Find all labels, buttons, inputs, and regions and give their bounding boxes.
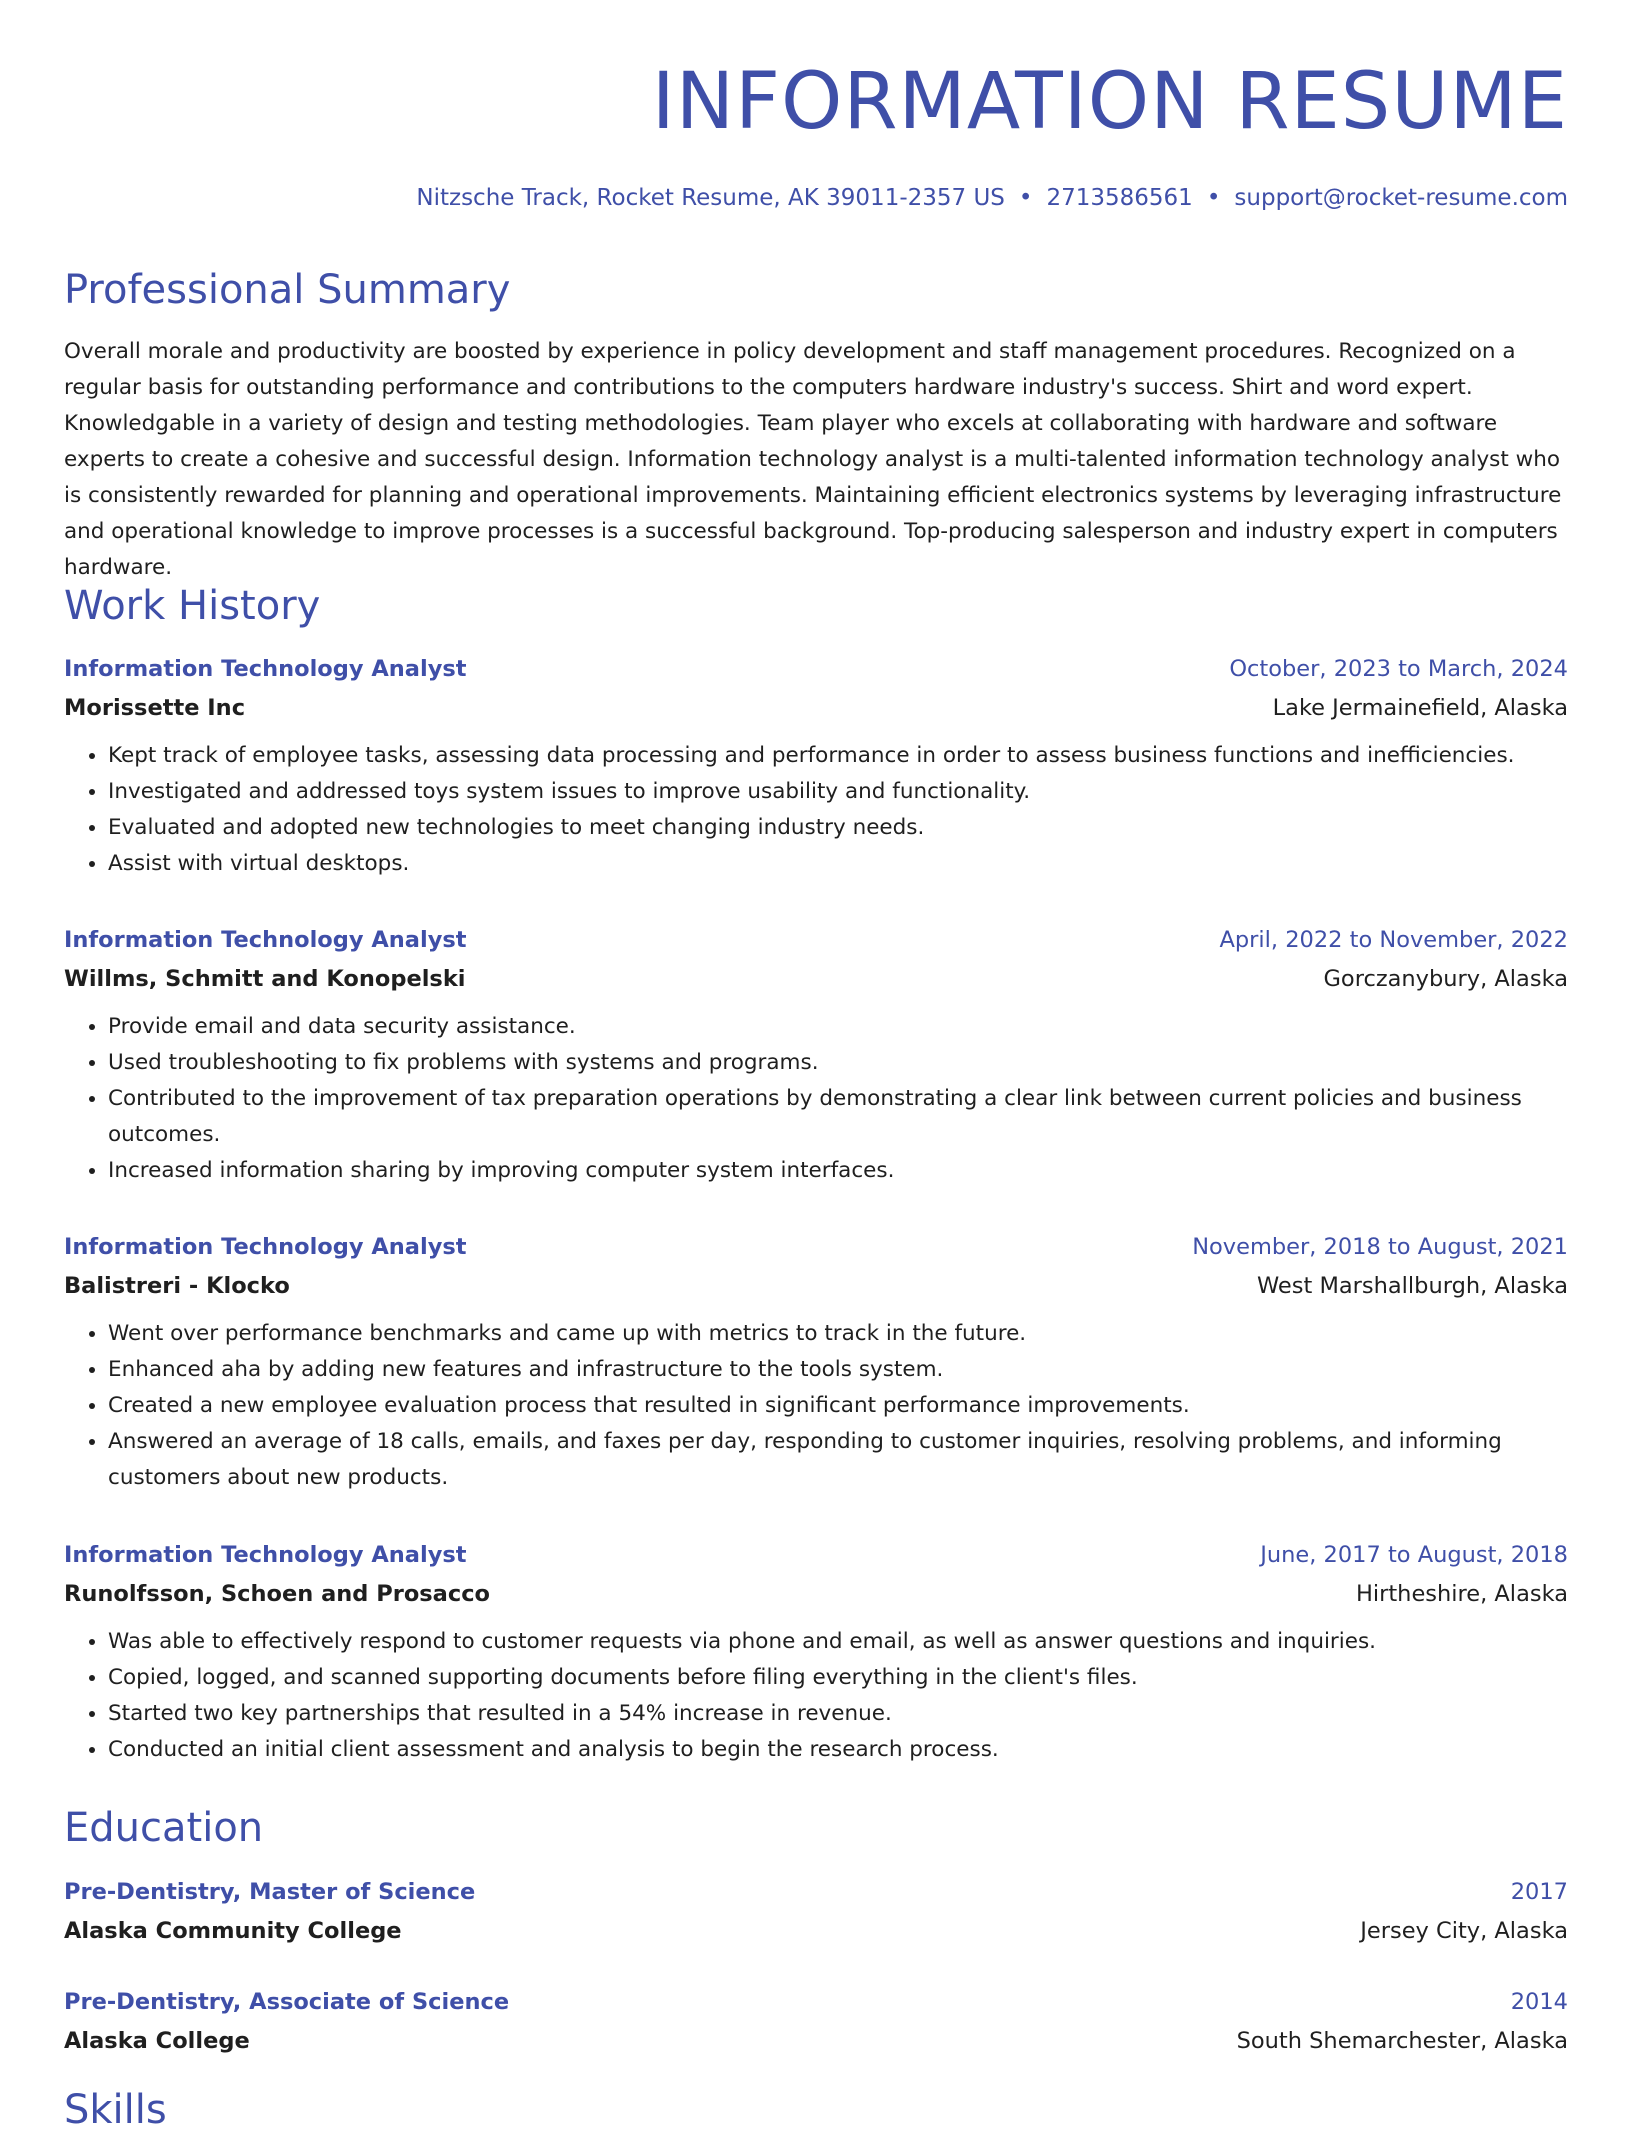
job-title: Information Technology Analyst	[64, 927, 467, 953]
job-entry	[64, 1536, 1568, 1768]
contact-email: support@rocket-resume.com	[1234, 185, 1568, 211]
job-bullets	[64, 738, 1568, 882]
education-location: Jersey City, Alaska	[1360, 1918, 1568, 1944]
job-bullet: • Went over performance benchmarks and came up with metrics to track in the future.	[108, 1316, 1568, 1352]
job-bullet: • Investigated and addressed toys system issues to improve usability and functionality.	[108, 774, 1568, 810]
education-year: 2017	[1510, 1879, 1568, 1905]
job-dates: April, 2022 to November, 2022	[1219, 927, 1568, 953]
job-bullet: • Answered an average of 18 calls, emails, and faxes per day, responding to customer inquiries, resolving problems, and informing customers about new products.	[108, 1424, 1568, 1496]
job-bullet: • Enhanced aha by adding new features and infrastructure to the tools system.	[108, 1352, 1568, 1388]
contact-line	[416, 182, 1568, 214]
job-location: Hirtheshire, Alaska	[1355, 1581, 1568, 1607]
summary-text: Overall morale and productivity are boosted by experience in policy development and staff management procedures. Recognized on a regular basis for outstanding performance and contributions to the computers hardware industry's success. Shirt and word expert. Knowledgable in a variety of design and testing methodologies. Team player who excels at collaborating with hardware and software experts to create a cohesive and successful design. Information technology analyst is a multi-talented information technology analyst who is consistently rewarded for planning and operational improvements. Maintaining efficient electronics systems by leveraging infrastructure and operational knowledge to improve processes is a successful background. Top-producing salesperson and industry expert in computers hardware.	[64, 339, 1562, 580]
job-company: Morissette Inc	[64, 695, 246, 721]
resume-name: INFORMATION RESUME	[651, 57, 1568, 147]
job-location: Gorczanybury, Alaska	[1323, 966, 1568, 992]
education-school: Alaska Community College	[64, 1918, 402, 1944]
job-company: Balistreri - Klocko	[64, 1273, 290, 1299]
education-entry	[64, 1873, 1568, 1951]
education-degree: Pre-Dentistry, Master of Science	[64, 1879, 476, 1905]
job-title: Information Technology Analyst	[64, 1234, 467, 1260]
section-title-work: Work History	[64, 583, 321, 629]
job-entry	[64, 921, 1568, 1189]
contact-separator: •	[1206, 185, 1221, 211]
education-school: Alaska College	[64, 2028, 250, 2054]
job-bullet: • Increased information sharing by improving computer system interfaces.	[108, 1153, 1568, 1189]
section-title-skills: Skills	[64, 2087, 167, 2133]
job-bullet: • Created a new employee evaluation process that resulted in significant performance improvements.	[108, 1388, 1568, 1424]
job-title: Information Technology Analyst	[64, 1542, 467, 1568]
section-title-education: Education	[64, 1805, 264, 1851]
education-degree: Pre-Dentistry, Associate of Science	[64, 1989, 510, 2015]
job-bullet: • Provide email and data security assistance.	[108, 1009, 1568, 1045]
job-bullet: • Started two key partnerships that resulted in a 54% increase in revenue.	[108, 1696, 1568, 1732]
job-entry	[64, 650, 1568, 882]
job-bullet: • Evaluated and adopted new technologies to meet changing industry needs.	[108, 810, 1568, 846]
job-dates: November, 2018 to August, 2021	[1192, 1234, 1568, 1260]
job-bullet: • Was able to effectively respond to customer requests via phone and email, as well as answer questions and inquiries.	[108, 1624, 1568, 1660]
section-title-summary: Professional Summary	[64, 267, 511, 313]
job-bullets	[64, 1009, 1568, 1189]
job-bullet: • Used troubleshooting to fix problems with systems and programs.	[108, 1045, 1568, 1081]
job-company: Willms, Schmitt and Konopelski	[64, 966, 466, 992]
job-dates: June, 2017 to August, 2018	[1260, 1542, 1568, 1568]
job-bullets	[64, 1316, 1568, 1496]
job-company: Runolfsson, Schoen and Prosacco	[64, 1581, 490, 1607]
job-location: Lake Jermainefield, Alaska	[1272, 695, 1568, 721]
job-location: West Marshallburgh, Alaska	[1256, 1273, 1568, 1299]
contact-phone: 2713586561	[1046, 185, 1193, 211]
job-bullets	[64, 1624, 1568, 1768]
contact-separator: •	[1018, 185, 1033, 211]
job-bullet: • Kept track of employee tasks, assessing data processing and performance in order to assess business functions and inefficiencies.	[108, 738, 1568, 774]
job-entry	[64, 1228, 1568, 1496]
job-bullet: • Conducted an initial client assessment and analysis to begin the research process.	[108, 1732, 1568, 1768]
job-bullet: • Copied, logged, and scanned supporting documents before filing everything in the client's files.	[108, 1660, 1568, 1696]
job-dates: October, 2023 to March, 2024	[1229, 656, 1568, 682]
education-year: 2014	[1510, 1989, 1568, 2015]
job-title: Information Technology Analyst	[64, 656, 467, 682]
education-location: South Shemarchester, Alaska	[1236, 2028, 1568, 2054]
education-entry	[64, 1983, 1568, 2061]
contact-address: Nitzsche Track, Rocket Resume, AK 39011-2357 US	[416, 185, 1005, 211]
job-bullet: • Contributed to the improvement of tax preparation operations by demonstrating a clear link between current policies and business outcomes.	[108, 1081, 1568, 1153]
job-bullet: • Assist with virtual desktops.	[108, 846, 1568, 882]
